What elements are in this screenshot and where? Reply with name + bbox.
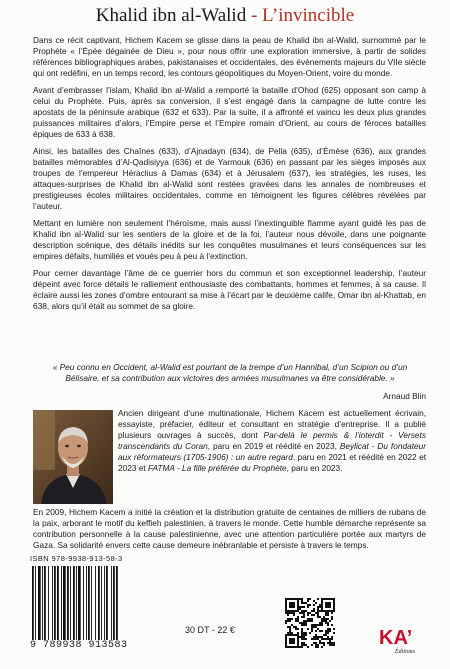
quote-text: « Peu connu en Occident, al-Walid est pourtant de la trempe d’un Hannibal, d’un Scipion ou d’un Bélisaire, et sa contribution aux victoires des armées musulmanes va être considérable. » — [52, 362, 408, 383]
bio-book-1: Par-delà le permis & l’interdit - Versets transcendants du Coran — [118, 430, 426, 451]
title-book: L’invincible — [262, 5, 355, 26]
bio-book-3: FATMA - La fille préférée du Prophète — [148, 463, 287, 473]
bio-part-3: , paru en 2021 et réédité en 2022 et 2023 et — [118, 452, 426, 473]
author-photo-image — [33, 410, 113, 504]
title-author: Khalid ibn al-Walid — [95, 5, 247, 26]
isbn-label: ISBN 978-9938-913-58-3 — [30, 554, 123, 563]
author-photo — [33, 410, 113, 504]
barcode — [30, 566, 148, 640]
blurb-paragraph-4: Mettant en lumière non seulement l’héroïsme, mais aussi l’inextinguible flamme ayant guidé les pas de Khalid ibn al-Walid sur les sentiers de la gloire et de la foi, l’auteur nous dévoile, dans une poignante description scénique, des détails inédits sur les conquêtes musulmanes et leurs conséquences sur les empires défaits, humiliés et voués peu à peu à l’extinction. — [33, 218, 426, 261]
bio-intro: Ancien dirigeant d’une multinationale, Hichem Kacem est actuellement écrivain, essayiste, préfacier, éditeur et consultant en stratégie d’entreprise. Il a publié plusieurs ouvrages à succès, dont — [118, 408, 426, 440]
author-bio — [118, 408, 426, 474]
blurb-paragraph-1: Dans ce récit captivant, Hichem Kacem se glisse dans la peau de Khalid ibn al-Walid, surnommé par le Prophète « l’Épée dégainée de Dieu », pour nous offrir une exploration immersive, à partir de solides références bibliographiques arabes, pakistanaises et occidentales, des évènements majeurs du VIIe siècle qui ont redéfini, en un temps record, les contours géopolitiques du Moyen-Orient, voire du monde. — [33, 35, 426, 78]
author-bio-paragraph-2: En 2009, Hichem Kacem a initié la création et la distribution gratuite de centaines de milliers de rubans de la paix, arborant le motif du keffieh palestinien, à travers le monde. Cette humble démarche représente sa contribution personnelle à la cause palestinienne, avec une attention particulière portée aux martyrs de Gaza. Sa solidarité envers cette cause demeure inébranlable et persiste à travers le temps. — [33, 507, 426, 550]
barcode-number: 9 789938 913583 — [30, 640, 128, 651]
publisher-logo-mark: KA’ — [379, 627, 413, 649]
blurb-body — [33, 35, 426, 318]
price-label: 30 DT - 22 € — [185, 625, 235, 635]
bio-part-4: , paru en 2023. — [286, 463, 343, 473]
blurb-paragraph-2: Avant d’embrasser l’islam, Khalid ibn al-Walid a remporté la bataille d’Ohod (625) opposant son camp à celui du Prophète. Puis, après sa conversion, il s’est engagé dans la campagne de lutte contre les apostats de la péninsule arabique (632 et 633). Par la suite, il a affronté et vaincu les deux plus grandes puissances militaires d’alors, l’Empire perse et l’Empire romain d’Orient, au cours de féroces batailles épiques de 633 à 638. — [33, 85, 426, 139]
blurb-paragraph-3: Ainsi, les batailles des Chaînes (633), d’Ajnadayn (634), de Pella (635), d’Émèse (636), aux grandes batailles mémorables d’Al-Qadisiyya (636) et de Yarmouk (636) en passant par les sièges imposés aux troupes de l’empereur Héraclius à Damas (634) et à Jérusalem (637), les stratégies, les ruses, les attaques-surprises de Khalid ibn al-Walid sont restées gravées dans les annales de nombreuses et prestigieuses écoles militaires occidentales, comme en témoignent les figures célèbres révélées par l’auteur. — [33, 146, 426, 211]
quote-author: Arnaud Blin — [383, 391, 426, 401]
publisher-logo — [373, 624, 421, 658]
cover-title — [0, 5, 450, 27]
publisher-logo-subtitle: Éditions — [395, 649, 416, 655]
title-separator: - — [246, 5, 263, 26]
bio-book-2: Beylicat - Du fondateur aux réformateurs (1705-1906) : un autre regard — [118, 441, 426, 462]
blurb-paragraph-5: Pour cerner davantage l’âme de ce guerrier hors du commun et son exceptionnel leadership, l’auteur dépeint avec force détails le ralliement enthousiaste des combattants, hommes et femmes, à sa cause. Il éclaire aussi les zones d’ombre entourant sa mise à l’écart par le deuxième calife, Omar ibn al-Khattab, en 638, alors qu’il était au sommet de sa gloire. — [33, 268, 426, 311]
qr-code — [285, 598, 335, 648]
bio-part-2: , paru en 2019 et réédité en 2023, — [207, 441, 340, 451]
